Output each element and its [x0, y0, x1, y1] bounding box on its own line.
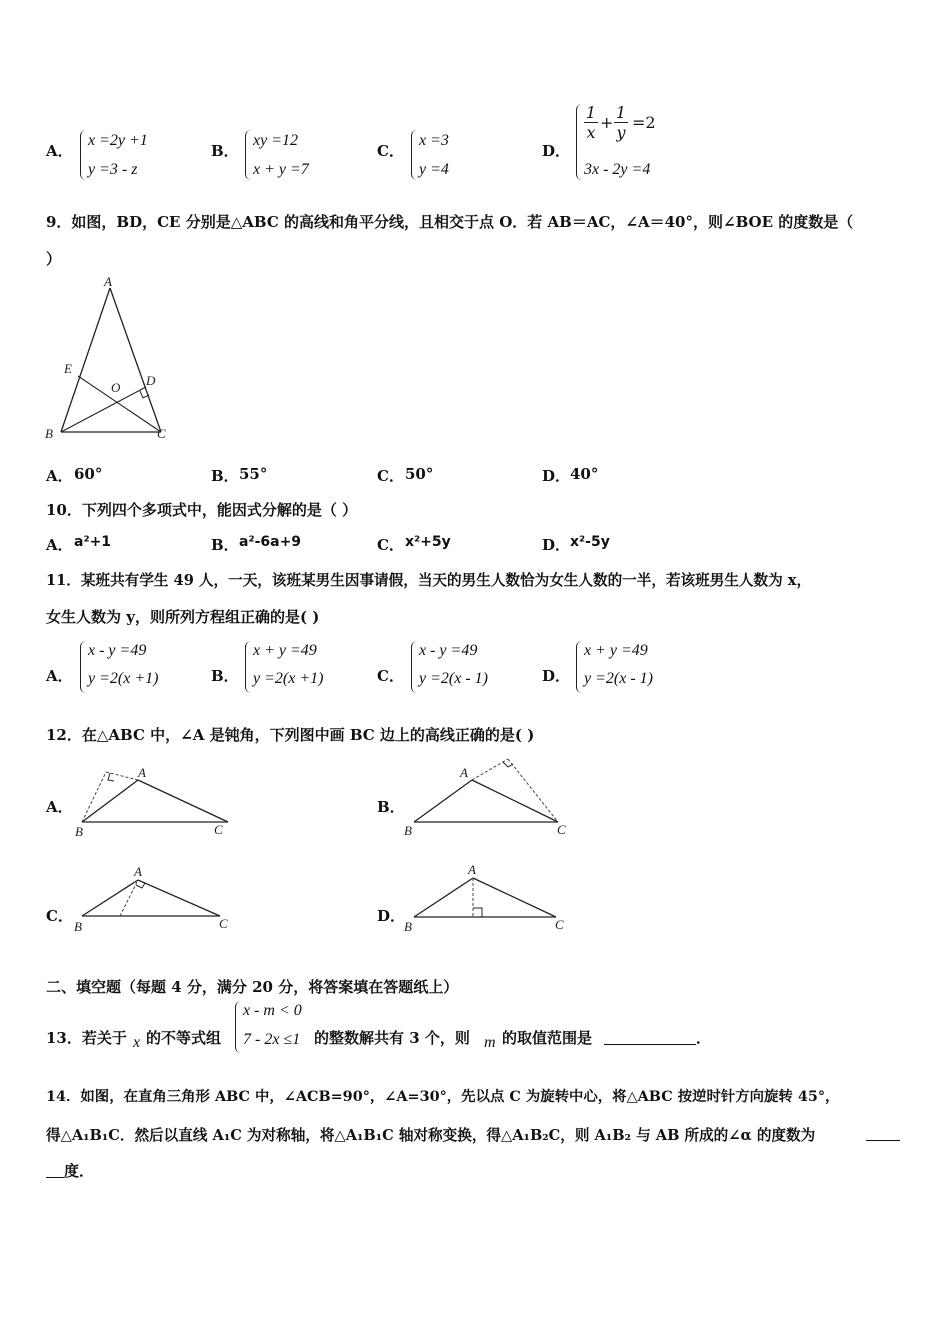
- q12-option-c-figure: [70, 860, 240, 940]
- q11-option-c-label: C．: [377, 667, 404, 685]
- q11-text-line1: 11．某班共有学生 49 人，一天，该班某男生因事请假，当天的男生人数恰为女生人数的一半，若该班男生人数为 x，: [46, 572, 812, 589]
- q12-a-label-b: B: [75, 824, 83, 839]
- q9-triangle-figure: [40, 270, 180, 450]
- q9-option-a-label: A．: [46, 467, 73, 485]
- q12-d-label-b: B: [404, 919, 412, 934]
- q9-option-c-value: 50°: [405, 465, 434, 483]
- q10-option-c-value: x²+5y: [405, 534, 451, 550]
- q9-label-c: C: [157, 426, 166, 441]
- q14-text-line1: 14．如图，在直角三角形 ABC 中，∠ACB=90°，∠A=30°，先以点 C 为旋转中心，将△ABC 按逆时针方向旋转 45°，: [46, 1088, 840, 1105]
- q8-option-d-num1: 1: [585, 103, 597, 122]
- q8-option-b-label: B．: [211, 142, 239, 160]
- section-2-title: 二、填空题（每题 4 分，满分 20 分，将答案填在答题纸上）: [46, 978, 459, 996]
- q13-text-mid: 的不等式组: [146, 1029, 222, 1047]
- q9-option-a-value: 60°: [74, 465, 103, 483]
- q12-b-label-c: C: [557, 822, 566, 837]
- q11-option-b-eq2: y =2(x +1): [253, 670, 324, 687]
- q8-option-d-den2: y: [616, 123, 626, 142]
- q12-option-a-label: A．: [46, 798, 73, 816]
- q8-option-c-label: C．: [377, 142, 404, 160]
- q11-option-b-label: B．: [211, 667, 239, 685]
- q11-option-b-eq1: x + y =49: [253, 642, 317, 659]
- q9-label-b: B: [45, 426, 53, 441]
- q10-option-d-label: D．: [542, 536, 571, 554]
- q10-option-b-label: B．: [211, 536, 239, 554]
- q12-b-label-b: B: [404, 823, 412, 838]
- q9-text-cont: ）: [46, 250, 62, 268]
- q11-option-a-eq2: y =2(x +1): [88, 670, 159, 687]
- q11-option-c-eq2: y =2(x - 1): [419, 670, 488, 687]
- q13-ineq2: 7 - 2x ≤1: [243, 1031, 301, 1048]
- q9-option-b-label: B．: [211, 467, 239, 485]
- q11-option-a-eq1: x - y =49: [88, 642, 147, 659]
- q13-period: ．: [696, 1029, 712, 1047]
- q9-text: 9．如图，BD，CE 分别是△ABC 的高线和角平分线，且相交于点 O．若 AB＝AC，∠A＝40°，则∠BOE 的度数是（: [46, 213, 854, 231]
- q13-var-m: m: [484, 1034, 496, 1051]
- q8-option-c-eq2: y =4: [419, 161, 449, 178]
- q10-option-d-value: x²-5y: [570, 534, 610, 550]
- q8-option-d-den1: x: [586, 123, 596, 142]
- q11-option-c-eq1: x - y =49: [419, 642, 478, 659]
- q12-c-label-b: B: [74, 919, 82, 934]
- q12-text: 12．在△ABC 中，∠A 是钝角，下列图中画 BC 边上的高线正确的是( ): [46, 726, 535, 744]
- q9-option-d-value: 40°: [570, 465, 599, 483]
- q8-option-b-eq1: xy =12: [253, 132, 298, 149]
- q12-option-c-label: C．: [46, 907, 73, 925]
- q12-option-a-figure: [70, 760, 240, 840]
- q13-answer-blank[interactable]: [604, 1030, 696, 1045]
- q8-option-d-eq2: 3x - 2y =4: [584, 161, 651, 178]
- q9-option-c-label: C．: [377, 467, 404, 485]
- q14-answer-blank-part1[interactable]: [866, 1126, 900, 1141]
- q8-option-d-num2: 1: [615, 103, 627, 122]
- q14-answer-blank-part2[interactable]: [46, 1163, 64, 1178]
- q12-c-label-a: A: [134, 864, 142, 879]
- q12-a-label-c: C: [214, 822, 223, 837]
- q11-option-a-label: A．: [46, 667, 73, 685]
- q10-text: 10．下列四个多项式中，能因式分解的是（ ）: [46, 501, 358, 519]
- q8-option-c-eq1: x =3: [419, 132, 449, 149]
- q9-label-d: D: [146, 373, 156, 388]
- q13-ineq1: x - m < 0: [243, 1002, 302, 1019]
- q9-label-e: E: [64, 361, 72, 376]
- q12-option-b-figure: [400, 755, 580, 840]
- q8-option-a-label: A．: [46, 142, 73, 160]
- q13-text-pre: 13．若关于: [46, 1029, 127, 1047]
- q12-c-label-c: C: [219, 916, 228, 931]
- q10-option-a-label: A．: [46, 536, 73, 554]
- q8-option-a-eq2: y =3 - z: [88, 161, 138, 178]
- q8-option-d-rhs: =2: [632, 113, 656, 132]
- q10-option-b-value: a²-6a+9: [239, 534, 302, 550]
- q11-option-d-eq2: y =2(x - 1): [584, 670, 653, 687]
- q10-option-a-value: a²+1: [74, 534, 112, 550]
- q8-option-a-eq1: x =2y +1: [88, 132, 148, 149]
- q12-option-d-figure: [400, 860, 580, 940]
- q8-option-b-eq2: x + y =7: [253, 161, 309, 178]
- q13-var-x: x: [133, 1034, 141, 1051]
- q11-option-d-label: D．: [542, 667, 571, 685]
- q8-option-d-label: D．: [542, 142, 571, 160]
- q12-d-label-c: C: [555, 917, 564, 932]
- q11-option-d-eq1: x + y =49: [584, 642, 648, 659]
- q10-option-c-label: C．: [377, 536, 404, 554]
- q14-text-line3: 度．: [64, 1162, 95, 1180]
- q9-label-o: O: [111, 380, 121, 395]
- q12-option-b-label: B．: [377, 798, 405, 816]
- q9-option-b-value: 55°: [239, 465, 268, 483]
- q9-option-d-label: D．: [542, 467, 571, 485]
- q12-option-d-label: D．: [377, 907, 406, 925]
- q12-b-label-a: A: [460, 765, 468, 780]
- q13-text-end: 的取值范围是: [502, 1029, 593, 1047]
- q13-text-post: 的整数解共有 3 个，则: [314, 1029, 470, 1047]
- q14-text-line2: 得△A₁B₁C．然后以直线 A₁C 为对称轴，将△A₁B₁C 轴对称变换，得△A₁B₂C，则 A₁B₂ 与 AB 所成的∠α 的度数为: [46, 1127, 816, 1144]
- q9-label-a: A: [104, 274, 112, 289]
- q12-d-label-a: A: [468, 862, 476, 877]
- q11-text-line2: 女生人数为 y，则所列方程组正确的是( ): [46, 608, 320, 626]
- q12-a-label-a: A: [138, 765, 146, 780]
- q8-option-d-plus: +: [600, 113, 614, 132]
